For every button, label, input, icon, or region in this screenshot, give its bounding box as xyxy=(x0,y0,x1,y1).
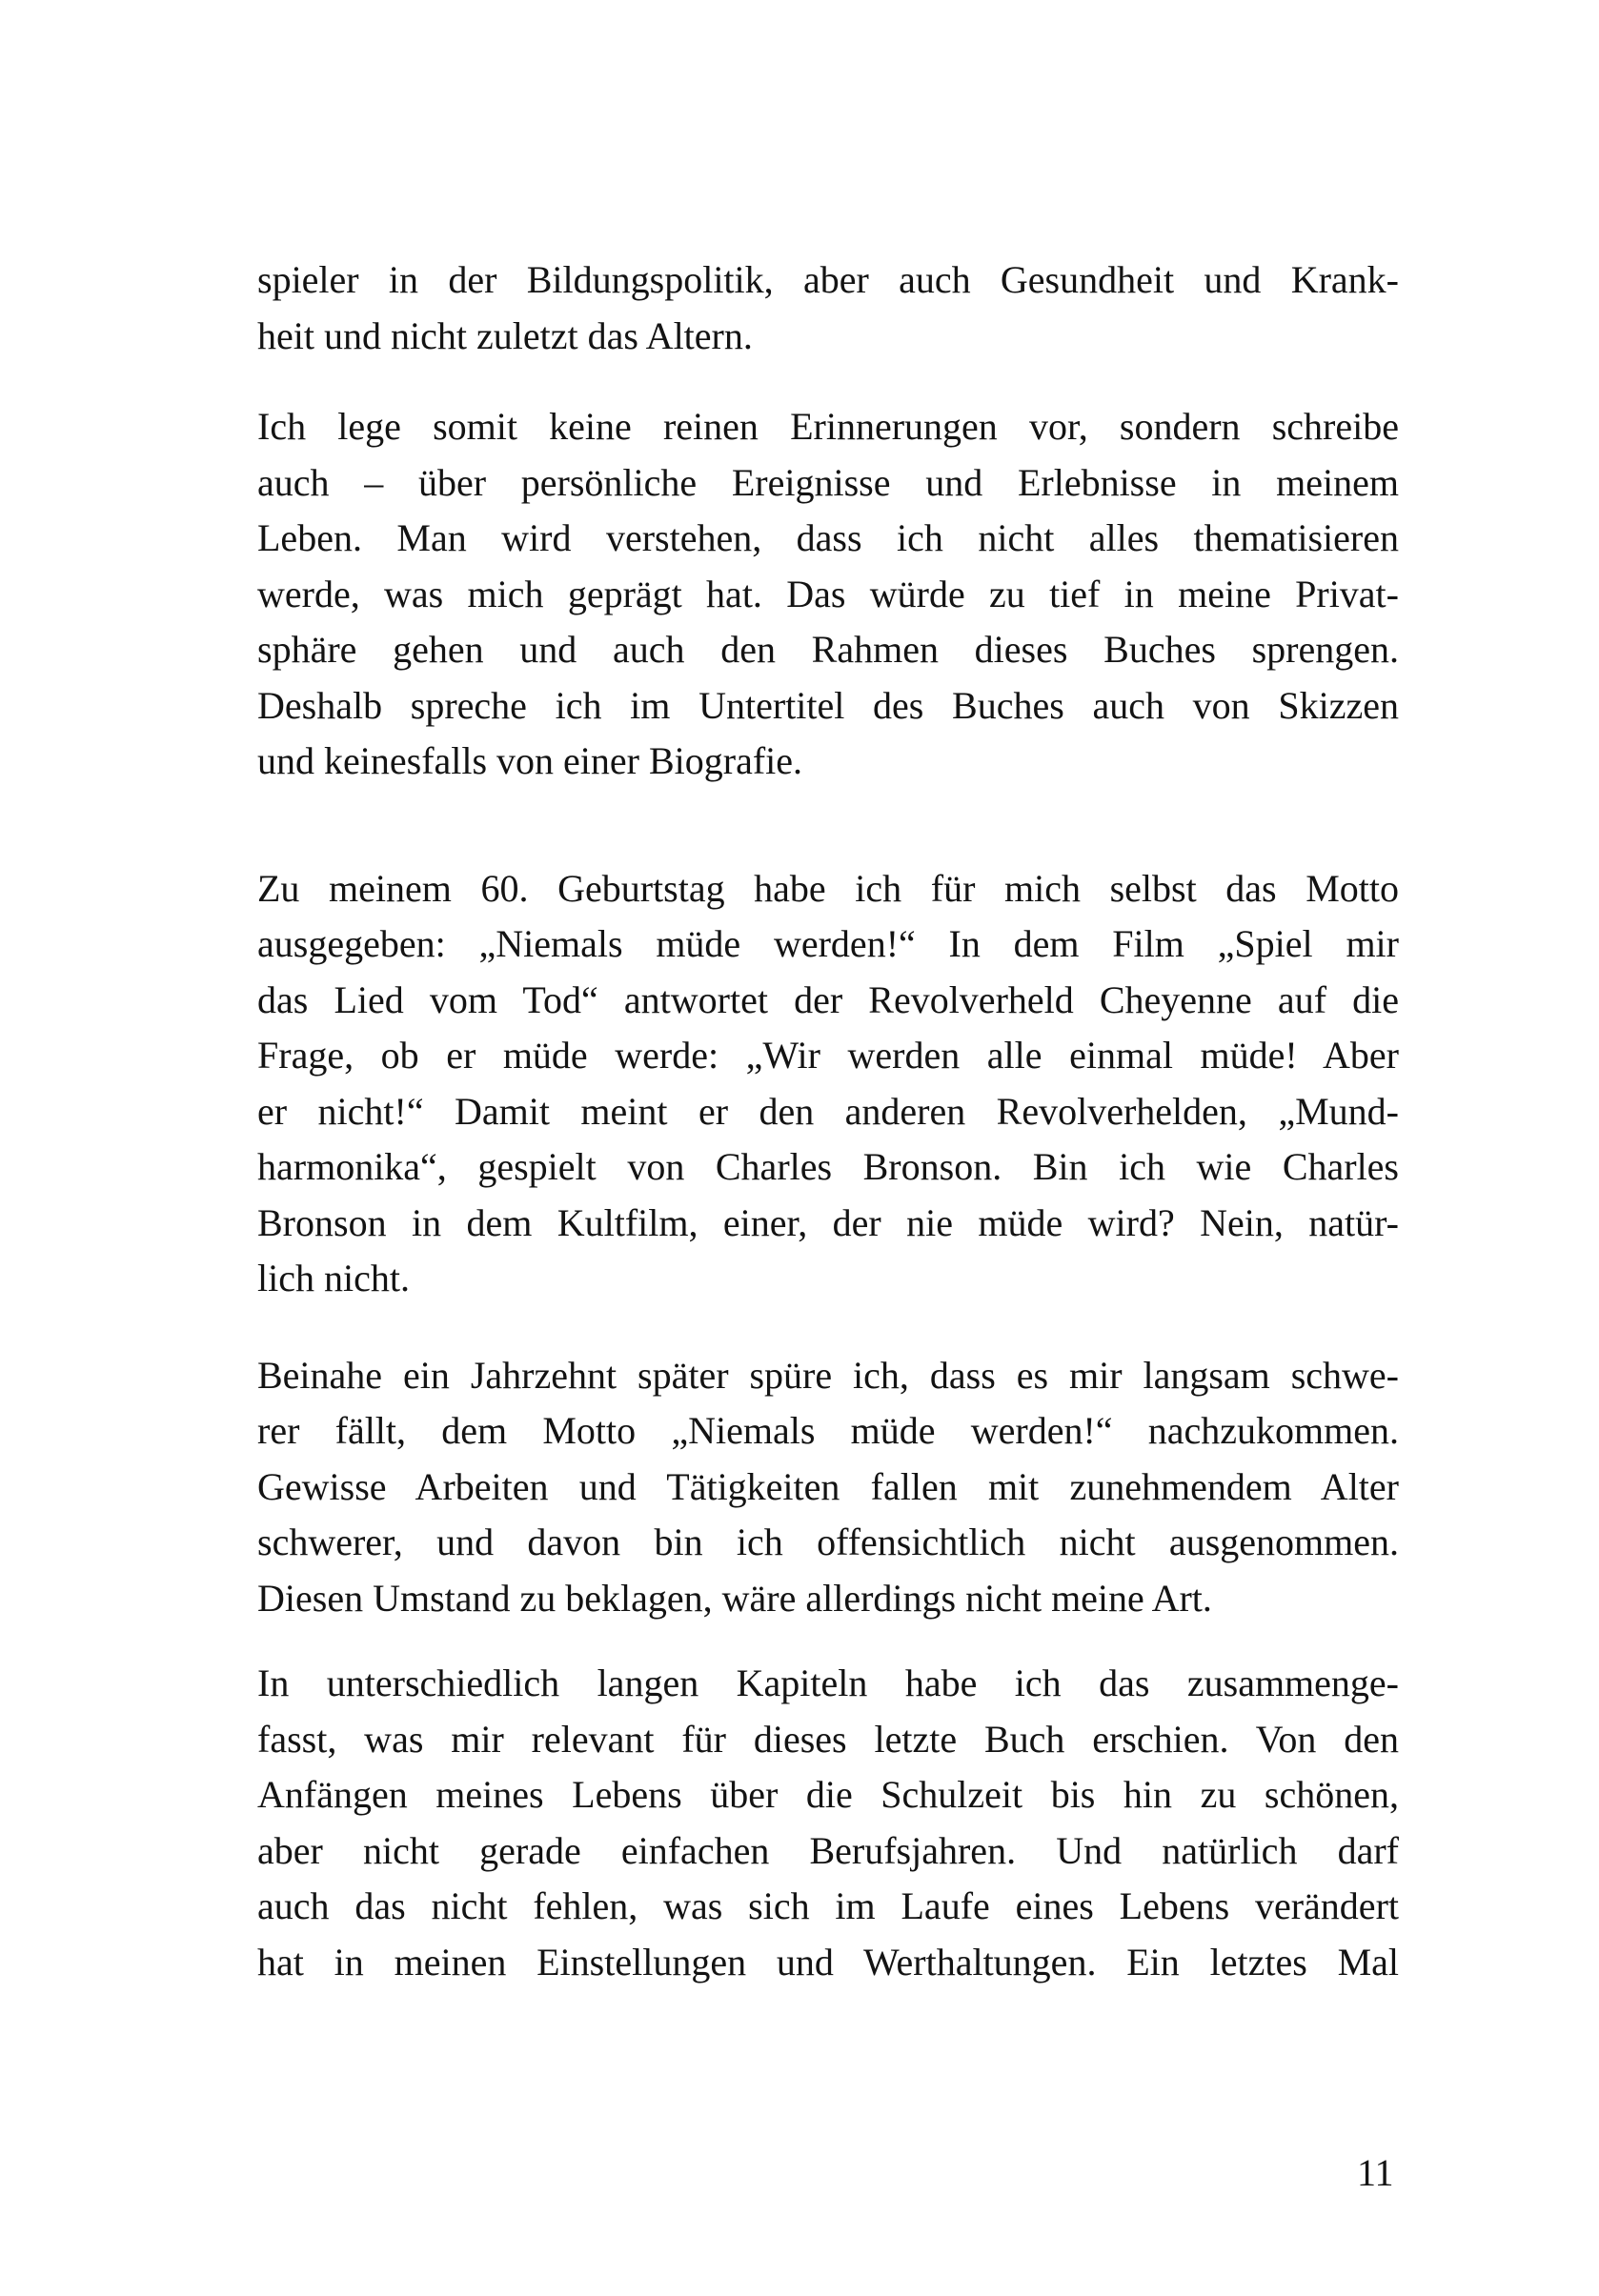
text-line: auch das nicht fehlen, was sich im Laufe eines Lebens verändert xyxy=(257,1884,1399,1927)
text-line: aber nicht gerade einfachen Berufsjahren. Und natürlich darf xyxy=(257,1828,1399,1872)
text-line: Bronson in dem Kultfilm, einer, der nie müde wird? Nein, natür- xyxy=(257,1200,1399,1244)
text-line: fasst, was mir relevant für dieses letzte Buch erschien. Von den xyxy=(257,1717,1399,1761)
text-line: Diesen Umstand zu beklagen, wäre allerdings nicht meine Art. xyxy=(257,1576,1212,1620)
text-line: harmonika“, gespielt von Charles Bronson. Bin ich wie Charles xyxy=(257,1145,1399,1188)
text-line: werde, was mich geprägt hat. Das würde zu tief in meine Privat- xyxy=(257,572,1399,615)
text-line: lich nicht. xyxy=(257,1257,410,1299)
text-line: Gewisse Arbeiten und Tätigkeiten fallen mit zunehmendem Alter xyxy=(257,1464,1399,1508)
paragraph xyxy=(257,1656,1399,1990)
text-line: sphäre gehen und auch den Rahmen dieses Buches sprengen. xyxy=(257,628,1399,671)
text-line: Deshalb spreche ich im Untertitel des Buches auch von Skizzen xyxy=(257,683,1399,727)
text-line: Leben. Man wird verstehen, dass ich nicht alles thematisieren xyxy=(257,516,1399,559)
text-line: heit und nicht zuletzt das Altern. xyxy=(257,313,753,357)
text-line: In unterschiedlich langen Kapiteln habe ich das zusammenge- xyxy=(257,1662,1399,1704)
paragraph xyxy=(257,1348,1399,1627)
paragraph xyxy=(257,252,1399,364)
text-line: Anfängen meines Lebens über die Schulzeit bis hin zu schönen, xyxy=(257,1773,1399,1816)
text-line: spieler in der Bildungspolitik, aber auch Gesundheit und Krank- xyxy=(257,258,1399,301)
text-line: ausgegeben: „Niemals müde werden!“ In dem Film „Spiel mir xyxy=(257,922,1399,965)
text-line: Beinahe ein Jahrzehnt später spüre ich, dass es mir langsam schwe- xyxy=(257,1353,1399,1397)
text-line: er nicht!“ Damit meint er den anderen Revolverhelden, „Mund- xyxy=(257,1089,1399,1133)
text-line: hat in meinen Einstellungen und Werthaltungen. Ein letztes Mal xyxy=(257,1940,1399,1984)
text-line: schwerer, und davon bin ich offensichtlich nicht ausgenommen. xyxy=(257,1521,1399,1563)
text-line: Frage, ob er müde werde: „Wir werden alle einmal müde! Aber xyxy=(257,1034,1399,1077)
text-line: auch – über persönliche Ereignisse und Erlebnisse in meinem xyxy=(257,460,1399,504)
page-number: 11 xyxy=(1357,2151,1394,2194)
text-line: und keinesfalls von einer Biografie. xyxy=(257,739,803,782)
paragraph xyxy=(257,399,1399,790)
text-block xyxy=(257,252,1399,1990)
text-line: Zu meinem 60. Geburtstag habe ich für mich selbst das Motto xyxy=(257,866,1399,910)
text-line: Ich lege somit keine reinen Erinnerungen vor, sondern schreibe xyxy=(257,405,1399,448)
paragraph xyxy=(257,861,1399,1307)
text-line: das Lied vom Tod“ antwortet der Revolverheld Cheyenne auf die xyxy=(257,977,1399,1021)
text-line: rer fällt, dem Motto „Niemals müde werden!“ nachzukommen. xyxy=(257,1409,1399,1452)
